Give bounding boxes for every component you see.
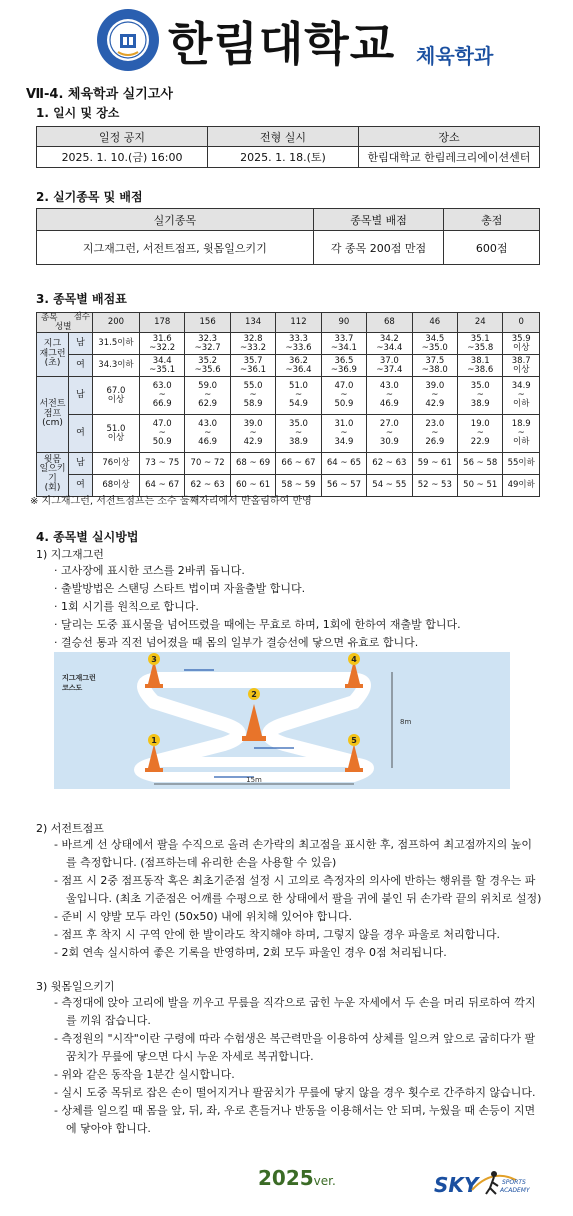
- score-cell: 63.0 ~ 66.9: [139, 377, 184, 415]
- list-item: - 점프 시 2중 점프동작 혹은 최초기준점 설정 시 고의로 측정자의 의사에 반하는 행위를 할 경우는 파울입니다. (최초 기준점은 어깨를 수평으로 한 상태에서 팔을 귀에 붙인 뒤 손가락 끝의 위치로 설정): [54, 874, 542, 905]
- score-cell: 51.0 이상: [93, 415, 140, 453]
- list-item: - 위와 같은 동작을 1분간 실시합니다.: [54, 1068, 235, 1081]
- method-2-title: 2) 서전트점프: [36, 822, 104, 835]
- event-score: 각 종목 200점 만점: [313, 231, 444, 265]
- score-cell: 36.2 ~36.4: [276, 355, 321, 377]
- corner-event: 종목: [41, 313, 58, 323]
- sex-cell: 여: [69, 475, 93, 497]
- score-cell: 59.0 ~ 62.9: [185, 377, 230, 415]
- score-header: 68: [367, 313, 412, 333]
- event-name: 서전트 점프 (cm): [37, 377, 69, 453]
- sex-cell: 여: [69, 355, 93, 377]
- score-cell: 39.0 ~ 42.9: [230, 415, 275, 453]
- score-cell: 73 ~ 75: [139, 453, 184, 475]
- sex-cell: 남: [69, 377, 93, 415]
- list-item: · 결승선 통과 직전 넘어졌을 때 몸의 일부가 결승선에 닿으면 유효로 합니다.: [54, 636, 419, 649]
- zigzag-course-diagram: [54, 652, 510, 789]
- course-label-line2: 코스도: [62, 684, 83, 692]
- total-score: 600점: [444, 231, 540, 265]
- list-item: - 상체를 일으킬 때 몸을 앞, 뒤, 좌, 우로 흔들거나 반동을 이용해서는 안 되며, 누웠을 때 손등이 지면에 닿아야 합니다.: [54, 1104, 536, 1135]
- score-cell: 64 ~ 67: [139, 475, 184, 497]
- score-cell: 64 ~ 65: [321, 453, 366, 475]
- list-item: · 고사장에 표시한 코스를 2바퀴 돕니다.: [54, 564, 245, 577]
- score-cell: 34.2 ~34.4: [367, 333, 412, 355]
- score-cell: 35.7 ~36.1: [230, 355, 275, 377]
- score-cell: 55.0 ~ 58.9: [230, 377, 275, 415]
- method-1-list: [54, 562, 542, 652]
- notice-date: 2025. 1. 10.(금) 16:00: [37, 147, 208, 168]
- list-item: - 바르게 선 상태에서 팔을 수직으로 올려 손가락의 최고점을 표시한 후, 점프하여 최고점까지의 높이를 측정합니다. (점프하는데 유리한 손을 사용할 수 있음): [54, 838, 532, 869]
- header-place: 장소: [358, 127, 539, 147]
- sex-cell: 남: [69, 333, 93, 355]
- list-item: - 2회 연속 실시하여 좋은 기록을 반영하며, 2회 모두 파울인 경우 0점 처리됩니다.: [54, 946, 447, 959]
- sky-sports-academy-logo: [432, 1160, 542, 1204]
- score-header: 90: [321, 313, 366, 333]
- header-event-score: 종목별 배점: [313, 209, 444, 231]
- score-cell: 60 ~ 61: [230, 475, 275, 497]
- score-cell: 34.5 ~35.0: [412, 333, 457, 355]
- list-item: - 준비 시 양발 모두 라인 (50x50) 내에 위치해 있어야 합니다.: [54, 910, 353, 923]
- score-header: 134: [230, 313, 275, 333]
- score-cell: 47.0 ~ 50.9: [139, 415, 184, 453]
- score-header: 178: [139, 313, 184, 333]
- events-list: 지그재그런, 서전트점프, 윗몸일으키기: [37, 231, 314, 265]
- score-cell: 23.0 ~ 26.9: [412, 415, 457, 453]
- list-item: - 측정원의 "시작"이란 구령에 따라 수험생은 복근력만을 이용하여 상체를 일으켜 앞으로 굽히다가 팔꿈치가 무릎에 닿으면 다시 누운 자세로 복귀합니다.: [54, 1032, 536, 1063]
- page-header: [0, 0, 573, 80]
- events-table: [36, 208, 540, 265]
- method-1-title: 1) 지그재그런: [36, 548, 104, 561]
- score-cell: 50 ~ 51: [458, 475, 503, 497]
- footer-year-ver: ver.: [313, 1174, 336, 1188]
- score-cell: 55이하: [503, 453, 540, 475]
- score-cell: 31.0 ~ 34.9: [321, 415, 366, 453]
- score-cell: 31.5이하: [93, 333, 140, 355]
- university-name: 한림대학교: [168, 17, 396, 71]
- score-header: 0: [503, 313, 540, 333]
- svg-text:ACADEMY: ACADEMY: [500, 1187, 530, 1194]
- event-name: 지그 재그런 (초): [37, 333, 69, 377]
- university-seal-logo: [96, 8, 160, 72]
- score-cell: 34.4 ~35.1: [139, 355, 184, 377]
- course-label-line1: 지그재그런: [62, 674, 96, 682]
- table-row: [37, 415, 540, 453]
- score-cell: 32.8 ~33.2: [230, 333, 275, 355]
- score-cell: 76이상: [93, 453, 140, 475]
- corner-cell: [37, 313, 93, 333]
- table-row: [37, 377, 540, 415]
- score-cell: 35.0 ~ 38.9: [276, 415, 321, 453]
- header-exam: 전형 실시: [208, 127, 359, 147]
- score-cell: 62 ~ 63: [185, 475, 230, 497]
- table-row: [37, 333, 540, 355]
- score-cell: 39.0 ~ 42.9: [412, 377, 457, 415]
- score-cell: 37.5 ~38.0: [412, 355, 457, 377]
- score-cell: 31.6 ~32.2: [139, 333, 184, 355]
- score-cell: 35.1 ~35.8: [458, 333, 503, 355]
- footer-year: [258, 1166, 336, 1190]
- score-header: 200: [93, 313, 140, 333]
- width-label: 15m: [246, 776, 262, 784]
- score-cell: 34.3이하: [93, 355, 140, 377]
- header-events: 실기종목: [37, 209, 314, 231]
- score-cell: 33.7 ~34.1: [321, 333, 366, 355]
- score-cell: 52 ~ 53: [412, 475, 457, 497]
- score-cell: 47.0 ~ 50.9: [321, 377, 366, 415]
- score-cell: 38.7 이상: [503, 355, 540, 377]
- svg-text:2: 2: [251, 690, 257, 699]
- score-cell: 70 ~ 72: [185, 453, 230, 475]
- list-item: - 점프 후 착지 시 구역 안에 한 발이라도 착지해야 하며, 그렇지 않을 경우 파울로 처리합니다.: [54, 928, 500, 941]
- score-header: 24: [458, 313, 503, 333]
- rounding-note: ※ 지그재그런, 서전트점프는 소수 둘째자리에서 반올림하여 반영: [30, 496, 312, 507]
- score-cell: 56 ~ 57: [321, 475, 366, 497]
- score-table: [36, 312, 540, 497]
- score-cell: 38.1 ~38.6: [458, 355, 503, 377]
- score-cell: 43.0 ~ 46.9: [367, 377, 412, 415]
- list-item: - 측정대에 앉아 고리에 발을 끼우고 무릎을 직각으로 굽힌 누운 자세에서 두 손을 머리 뒤로하여 깍지를 끼워 잡습니다.: [54, 996, 536, 1027]
- score-cell: 36.5 ~36.9: [321, 355, 366, 377]
- section-3-title: 3. 종목별 배점표: [36, 292, 127, 306]
- list-item: · 달리는 도중 표시물을 넘어뜨렸을 때에는 무효로 하며, 1회에 한하여 재출발 합니다.: [54, 618, 461, 631]
- score-cell: 32.3 ~32.7: [185, 333, 230, 355]
- sex-cell: 남: [69, 453, 93, 475]
- method-2-list: [54, 836, 542, 962]
- score-cell: 58 ~ 59: [276, 475, 321, 497]
- svg-text:SPORTS: SPORTS: [502, 1179, 526, 1186]
- score-cell: 27.0 ~ 30.9: [367, 415, 412, 453]
- svg-text:3: 3: [151, 655, 157, 664]
- section-4-title: 4. 종목별 실시방법: [36, 530, 139, 544]
- score-cell: 35.0 ~ 38.9: [458, 377, 503, 415]
- section-2-title: 2. 실기종목 및 배점: [36, 190, 143, 204]
- header-notice: 일정 공지: [37, 127, 208, 147]
- score-header: 112: [276, 313, 321, 333]
- table-row: [37, 453, 540, 475]
- score-cell: 43.0 ~ 46.9: [185, 415, 230, 453]
- score-cell: 51.0 ~ 54.9: [276, 377, 321, 415]
- score-cell: 54 ~ 55: [367, 475, 412, 497]
- exam-place: 한림대학교 한림레크리에이션센터: [358, 147, 539, 168]
- list-item: · 1회 시기를 원칙으로 합니다.: [54, 600, 199, 613]
- sex-cell: 여: [69, 415, 93, 453]
- section-main-title: Ⅶ-4. 체육학과 실기고사: [26, 87, 173, 102]
- score-cell: 67.0 이상: [93, 377, 140, 415]
- list-item: · 출발방법은 스탠딩 스타트 법이며 자율출발 합니다.: [54, 582, 306, 595]
- score-cell: 66 ~ 67: [276, 453, 321, 475]
- corner-score: 점수: [73, 312, 90, 322]
- svg-text:1: 1: [151, 736, 157, 745]
- exam-date: 2025. 1. 18.(토): [208, 147, 359, 168]
- score-cell: 35.9 이상: [503, 333, 540, 355]
- height-label: 8m: [400, 718, 412, 726]
- corner-sex: 성별: [55, 322, 72, 333]
- score-cell: 68이상: [93, 475, 140, 497]
- score-cell: 37.0 ~37.4: [367, 355, 412, 377]
- method-3-title: 3) 윗몸일으키기: [36, 980, 115, 993]
- score-cell: 68 ~ 69: [230, 453, 275, 475]
- svg-text:4: 4: [351, 655, 357, 664]
- table-row: [37, 355, 540, 377]
- score-cell: 35.2 ~35.6: [185, 355, 230, 377]
- score-cell: 18.9 ~ 이하: [503, 415, 540, 453]
- header-total: 총점: [444, 209, 540, 231]
- section-1-title: 1. 일시 및 장소: [36, 106, 120, 120]
- score-cell: 33.3 ~33.6: [276, 333, 321, 355]
- score-cell: 62 ~ 63: [367, 453, 412, 475]
- method-3-list: [54, 994, 542, 1138]
- score-header: 46: [412, 313, 457, 333]
- score-header: 156: [185, 313, 230, 333]
- svg-text:SKY: SKY: [434, 1173, 479, 1197]
- score-cell: 34.9 ~ 이하: [503, 377, 540, 415]
- schedule-table: [36, 126, 540, 168]
- department-name: 체육학과: [416, 44, 494, 68]
- score-cell: 19.0 ~ 22.9: [458, 415, 503, 453]
- score-cell: 49이하: [503, 475, 540, 497]
- score-cell: 59 ~ 61: [412, 453, 457, 475]
- svg-text:5: 5: [351, 736, 357, 745]
- footer-year-number: 2025: [258, 1166, 314, 1190]
- event-name: 윗몸 일으키기 (회): [37, 453, 69, 497]
- list-item: - 실시 도중 목뒤로 잡은 손이 떨어지거나 팔꿈치가 무릎에 닿지 않을 경우 횟수로 간주하지 않습니다.: [54, 1086, 536, 1099]
- score-cell: 56 ~ 58: [458, 453, 503, 475]
